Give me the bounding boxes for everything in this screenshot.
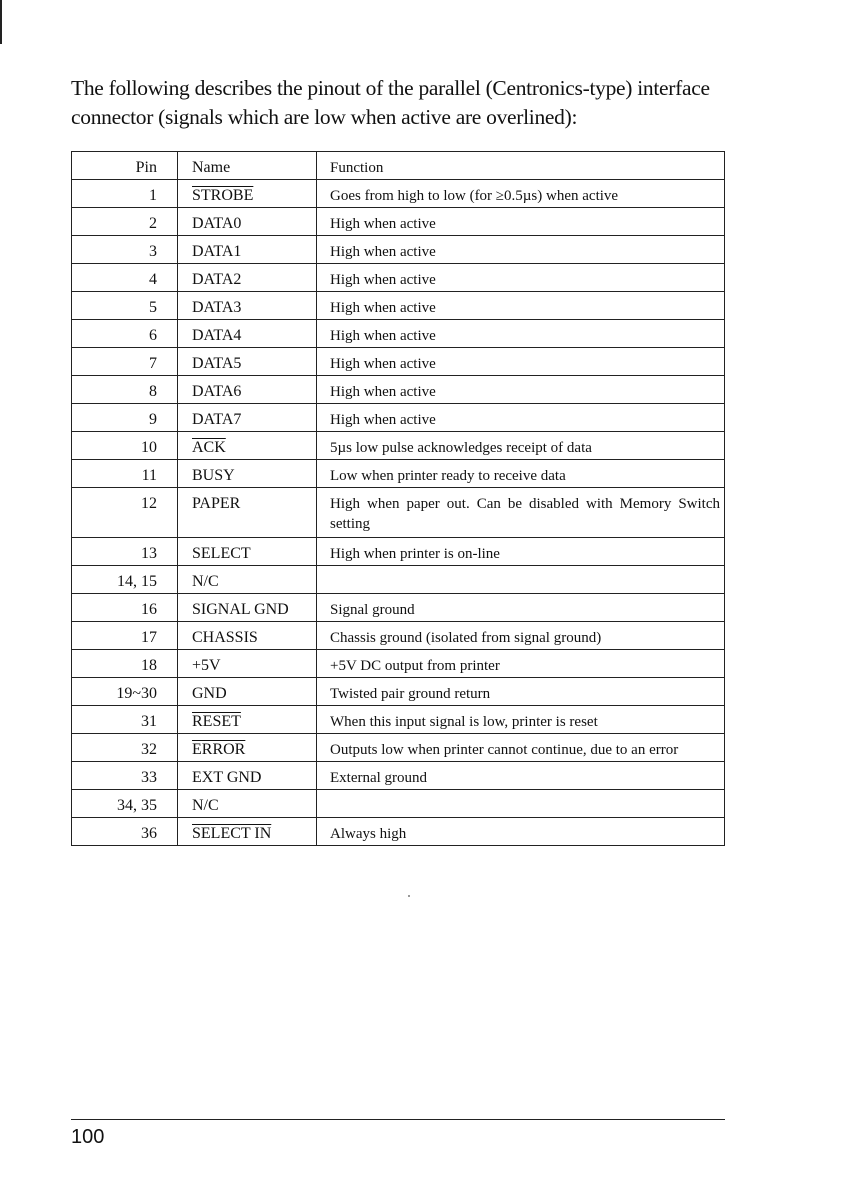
table-row <box>72 678 725 706</box>
pin-number: 34, 35 <box>72 790 178 818</box>
signal-function: High when active <box>317 264 725 292</box>
signal-function: High when active <box>317 292 725 320</box>
pin-number: 7 <box>72 348 178 376</box>
signal-name-cell <box>178 566 317 594</box>
signal-name-cell <box>178 292 317 320</box>
table-row <box>72 236 725 264</box>
table-row <box>72 594 725 622</box>
table-row <box>72 734 725 762</box>
table-row <box>72 790 725 818</box>
signal-name: PAPER <box>192 495 241 512</box>
signal-function: 5µs low pulse acknowledges receipt of data <box>317 432 725 460</box>
signal-name: DATA7 <box>192 411 242 428</box>
signal-name: SIGNAL GND <box>192 601 289 618</box>
signal-function: Signal ground <box>317 594 725 622</box>
table-header-row <box>72 152 725 180</box>
signal-function <box>317 566 725 594</box>
signal-function: When this input signal is low, printer is reset <box>317 706 725 734</box>
signal-name: CHASSIS <box>192 629 258 646</box>
signal-name-cell <box>178 404 317 432</box>
signal-function: Outputs low when printer cannot continue, due to an error <box>317 734 725 762</box>
pin-number: 6 <box>72 320 178 348</box>
signal-name-cell <box>178 734 317 762</box>
pin-number: 13 <box>72 538 178 566</box>
signal-name: DATA6 <box>192 383 242 400</box>
signal-name-cell <box>178 818 317 846</box>
signal-name-cell <box>178 180 317 208</box>
signal-function: Twisted pair ground return <box>317 678 725 706</box>
signal-name: EXT GND <box>192 769 262 786</box>
signal-function: Chassis ground (isolated from signal ground) <box>317 622 725 650</box>
header-function: Function <box>317 152 725 180</box>
pin-number: 1 <box>72 180 178 208</box>
signal-function: Low when printer ready to receive data <box>317 460 725 488</box>
table-row <box>72 650 725 678</box>
pin-number: 9 <box>72 404 178 432</box>
signal-name-cell <box>178 208 317 236</box>
signal-name: DATA0 <box>192 215 242 232</box>
signal-function: External ground <box>317 762 725 790</box>
table-row <box>72 320 725 348</box>
signal-name: SELECT <box>192 545 251 562</box>
signal-name: DATA4 <box>192 327 242 344</box>
signal-name-cell <box>178 790 317 818</box>
pin-number: 19~30 <box>72 678 178 706</box>
signal-function <box>317 790 725 818</box>
table-row <box>72 432 725 460</box>
signal-name: RESET <box>192 713 241 730</box>
pinout-table <box>71 151 725 846</box>
table-row <box>72 762 725 790</box>
pin-number: 17 <box>72 622 178 650</box>
signal-function: High when active <box>317 348 725 376</box>
signal-name: DATA1 <box>192 243 242 260</box>
signal-function: +5V DC output from printer <box>317 650 725 678</box>
pin-number: 3 <box>72 236 178 264</box>
table-row <box>72 292 725 320</box>
signal-name-cell <box>178 762 317 790</box>
intro-paragraph: The following describes the pinout of the parallel (Centronics-type) interface connector (signals which are low when active are overlined): <box>71 76 710 129</box>
signal-name-cell <box>178 376 317 404</box>
pin-number: 36 <box>72 818 178 846</box>
signal-function: High when printer is on-line <box>317 538 725 566</box>
signal-name: ERROR <box>192 741 246 758</box>
pinout-rows <box>72 180 725 846</box>
table-row <box>72 348 725 376</box>
signal-name-cell <box>178 488 317 538</box>
header-pin: Pin <box>72 152 178 180</box>
pin-number: 5 <box>72 292 178 320</box>
signal-name: SELECT IN <box>192 825 272 842</box>
signal-function: High when active <box>317 404 725 432</box>
table-row <box>72 460 725 488</box>
pin-number: 32 <box>72 734 178 762</box>
pin-number: 2 <box>72 208 178 236</box>
table-row <box>72 264 725 292</box>
footer-rule <box>71 1119 725 1120</box>
pin-number: 14, 15 <box>72 566 178 594</box>
signal-name-cell <box>178 236 317 264</box>
pin-number: 8 <box>72 376 178 404</box>
signal-name: BUSY <box>192 467 235 484</box>
signal-name-cell <box>178 432 317 460</box>
header-name: Name <box>178 152 317 180</box>
table-row <box>72 488 725 538</box>
pin-number: 33 <box>72 762 178 790</box>
signal-name: DATA3 <box>192 299 242 316</box>
margin-mark <box>0 0 2 44</box>
signal-name: STROBE <box>192 187 254 204</box>
signal-function: High when paper out. Can be disabled with Memory Switch setting <box>317 488 725 538</box>
table-row <box>72 376 725 404</box>
signal-name-cell <box>178 622 317 650</box>
signal-name: +5V <box>192 657 221 674</box>
pin-number: 18 <box>72 650 178 678</box>
signal-function: Always high <box>317 818 725 846</box>
page-number: 100 <box>71 1126 105 1148</box>
pin-number: 4 <box>72 264 178 292</box>
signal-name: DATA5 <box>192 355 242 372</box>
signal-function: High when active <box>317 376 725 404</box>
signal-name-cell <box>178 348 317 376</box>
table-row <box>72 538 725 566</box>
signal-name: N/C <box>192 573 219 590</box>
table-row <box>72 566 725 594</box>
pin-number: 11 <box>72 460 178 488</box>
signal-name-cell <box>178 678 317 706</box>
signal-name-cell <box>178 650 317 678</box>
signal-name-cell <box>178 460 317 488</box>
signal-name: N/C <box>192 797 219 814</box>
signal-name-cell <box>178 594 317 622</box>
signal-name-cell <box>178 538 317 566</box>
signal-name-cell <box>178 706 317 734</box>
table-row <box>72 622 725 650</box>
signal-function: Goes from high to low (for ≥0.5µs) when active <box>317 180 725 208</box>
signal-name-cell <box>178 264 317 292</box>
scan-speck <box>408 895 410 897</box>
pin-number: 16 <box>72 594 178 622</box>
pin-number: 31 <box>72 706 178 734</box>
signal-name: DATA2 <box>192 271 242 288</box>
table-row <box>72 180 725 208</box>
pin-number: 12 <box>72 488 178 538</box>
signal-name: GND <box>192 685 227 702</box>
table-row <box>72 404 725 432</box>
signal-name-cell <box>178 320 317 348</box>
signal-name: $\overline{ACK}$ <box>192 439 226 456</box>
table-row <box>72 208 725 236</box>
table-row <box>72 818 725 846</box>
pin-number: 10 <box>72 432 178 460</box>
table-row <box>72 706 725 734</box>
signal-function: High when active <box>317 236 725 264</box>
signal-function: High when active <box>317 208 725 236</box>
signal-function: High when active <box>317 320 725 348</box>
